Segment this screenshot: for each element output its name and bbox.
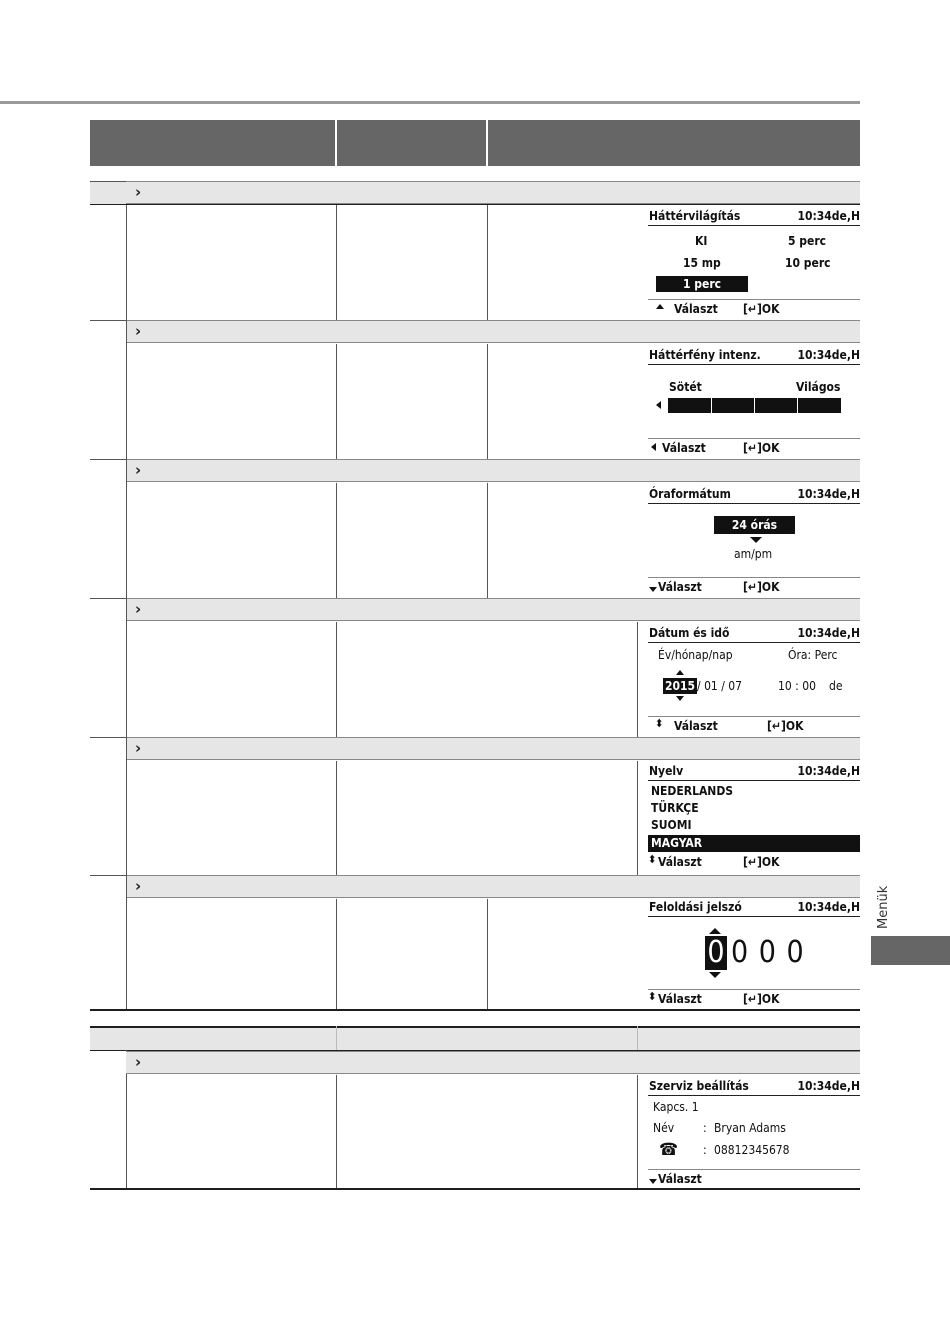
column-line bbox=[336, 761, 337, 875]
header-divider bbox=[335, 120, 337, 166]
contact-label: Kapcs. 1 bbox=[653, 1100, 699, 1114]
chevron-right-icon: › bbox=[135, 877, 142, 895]
date-field[interactable]: / 01 / 07 bbox=[697, 679, 743, 693]
name-label: Név bbox=[653, 1121, 675, 1135]
screen-footer bbox=[648, 716, 860, 734]
screen-service bbox=[648, 1078, 860, 1186]
row-header bbox=[126, 598, 860, 621]
column-line bbox=[336, 205, 337, 320]
screen-title-bar bbox=[648, 625, 860, 643]
option-item[interactable]: 5 perc bbox=[788, 234, 827, 248]
column-line bbox=[336, 344, 337, 459]
up-arrow-icon[interactable] bbox=[676, 670, 684, 675]
selected-option[interactable]: 24 órás bbox=[714, 516, 795, 534]
bright-label: Világos bbox=[796, 380, 841, 394]
ok-hint[interactable]: [↵]OK bbox=[743, 441, 780, 455]
screen-footer bbox=[648, 299, 860, 317]
option-item[interactable]: 15 mp bbox=[683, 256, 721, 270]
screen-title: Szerviz beállítás bbox=[649, 1079, 749, 1093]
screen-title: Háttérfény intenz. bbox=[649, 348, 761, 362]
ampm-field[interactable]: de bbox=[829, 679, 843, 693]
down-arrow-icon bbox=[649, 1179, 657, 1184]
colon: : bbox=[703, 1143, 707, 1157]
chevron-right-icon: › bbox=[135, 322, 142, 340]
side-tab bbox=[871, 936, 950, 965]
screen-footer bbox=[648, 989, 860, 1007]
chevron-right-icon: › bbox=[135, 461, 142, 479]
down-arrow-icon[interactable] bbox=[676, 696, 684, 701]
slider-segment-divider bbox=[797, 398, 798, 413]
screen-title: Nyelv bbox=[649, 764, 684, 778]
screen-title-bar bbox=[648, 486, 860, 504]
screen-clock: 10:34de,H bbox=[797, 209, 860, 223]
column-line bbox=[336, 1026, 337, 1050]
down-arrow-icon[interactable] bbox=[709, 972, 721, 978]
screen-clock: 10:34de,H bbox=[797, 1079, 860, 1093]
left-arrow-icon bbox=[651, 443, 656, 451]
screen-clock: 10:34de,H bbox=[797, 764, 860, 778]
screen-title-bar bbox=[648, 1078, 860, 1096]
top-rule bbox=[0, 101, 860, 104]
down-arrow-icon bbox=[649, 587, 657, 592]
section-bottom-rule bbox=[90, 1009, 860, 1011]
header-divider bbox=[486, 120, 488, 166]
ok-hint[interactable]: [↵]OK bbox=[743, 302, 780, 316]
screen-backlight bbox=[648, 208, 860, 318]
screen-title: Dátum és idő bbox=[649, 626, 730, 640]
time-field[interactable]: 10 : 00 bbox=[778, 679, 816, 693]
screen-title-bar bbox=[648, 347, 860, 365]
language-item[interactable]: TÜRKÇE bbox=[651, 801, 699, 815]
option-item[interactable]: 10 perc bbox=[785, 256, 831, 270]
up-arrow-icon bbox=[656, 304, 664, 309]
screen-title-bar bbox=[648, 899, 860, 917]
up-down-arrows-icon: ⬍ bbox=[648, 853, 657, 866]
screen-title: Háttérvilágítás bbox=[649, 209, 741, 223]
name-value: Bryan Adams bbox=[714, 1121, 786, 1135]
row-rule bbox=[90, 737, 126, 738]
screen-intensity bbox=[648, 347, 860, 457]
left-arrow-icon[interactable] bbox=[656, 401, 661, 409]
column-line bbox=[487, 344, 488, 459]
screen-footer bbox=[648, 1169, 860, 1187]
up-down-arrows-icon: ⬍ bbox=[655, 717, 664, 730]
row-rule bbox=[90, 875, 126, 876]
phone-value: 08812345678 bbox=[714, 1143, 790, 1157]
row-header bbox=[126, 737, 860, 760]
phone-icon: ☎ bbox=[659, 1140, 679, 1160]
down-arrow-icon bbox=[750, 537, 762, 543]
column-line bbox=[487, 205, 488, 320]
slider-segment-divider bbox=[754, 398, 755, 413]
select-hint: Választ bbox=[658, 855, 702, 869]
screen-datetime bbox=[648, 625, 860, 735]
column-line bbox=[126, 205, 127, 1010]
column-line bbox=[487, 483, 488, 598]
up-down-arrows-icon: ⬍ bbox=[648, 990, 657, 1003]
column-line bbox=[637, 1026, 638, 1050]
select-hint: Választ bbox=[662, 441, 706, 455]
chevron-right-icon: › bbox=[135, 739, 142, 757]
screen-clock-format bbox=[648, 486, 860, 596]
screen-title-bar bbox=[648, 208, 860, 226]
column-line bbox=[487, 899, 488, 1010]
screen-clock: 10:34de,H bbox=[797, 626, 860, 640]
ok-hint[interactable]: [↵]OK bbox=[743, 855, 780, 869]
group-header bbox=[90, 1026, 860, 1051]
row-rule bbox=[90, 459, 126, 460]
row-rule bbox=[90, 320, 126, 321]
select-hint: Választ bbox=[658, 992, 702, 1006]
colon: : bbox=[703, 1121, 707, 1135]
screen-password bbox=[648, 899, 860, 1009]
option-item[interactable]: KI bbox=[695, 234, 708, 248]
option-item[interactable]: am/pm bbox=[734, 547, 773, 561]
row-header bbox=[126, 320, 860, 343]
chevron-right-icon: › bbox=[135, 600, 142, 618]
column-line bbox=[336, 899, 337, 1010]
column-line bbox=[336, 1075, 337, 1189]
select-hint: Választ bbox=[674, 719, 718, 733]
chevron-right-icon: › bbox=[135, 1053, 142, 1071]
screen-clock: 10:34de,H bbox=[797, 487, 860, 501]
row-rule bbox=[90, 598, 126, 599]
column-line bbox=[637, 622, 638, 737]
slider-segment-divider bbox=[711, 398, 712, 413]
select-hint: Választ bbox=[674, 302, 718, 316]
screen-title: Óraformátum bbox=[649, 487, 731, 501]
select-hint: Választ bbox=[658, 1172, 702, 1186]
ok-hint[interactable]: [↵]OK bbox=[743, 580, 780, 594]
ok-hint[interactable]: [↵]OK bbox=[743, 992, 780, 1006]
select-hint: Választ bbox=[658, 580, 702, 594]
column-line bbox=[336, 483, 337, 598]
selected-option[interactable]: 1 perc bbox=[656, 276, 748, 292]
row-header bbox=[126, 459, 860, 482]
time-header: Óra: Perc bbox=[788, 648, 838, 662]
screen-footer bbox=[648, 577, 860, 595]
side-tab-label: Menük bbox=[876, 885, 891, 929]
screen-clock: 10:34de,H bbox=[797, 900, 860, 914]
screen-language bbox=[648, 763, 860, 873]
dark-label: Sötét bbox=[669, 380, 702, 394]
row-rule bbox=[90, 181, 126, 182]
selected-language[interactable]: MAGYAR bbox=[648, 835, 860, 852]
row-header bbox=[126, 1051, 860, 1074]
screen-clock: 10:34de,H bbox=[797, 348, 860, 362]
up-arrow-icon[interactable] bbox=[709, 928, 721, 934]
screen-title: Feloldási jelszó bbox=[649, 900, 742, 914]
screen-footer bbox=[648, 438, 860, 456]
column-line bbox=[637, 1075, 638, 1189]
screen-title-bar bbox=[648, 763, 860, 781]
year-field[interactable]: 2015 bbox=[665, 679, 696, 693]
screen-footer bbox=[648, 853, 860, 871]
row-header bbox=[126, 181, 860, 204]
column-line bbox=[637, 761, 638, 875]
section-bottom-rule bbox=[90, 1188, 860, 1190]
language-item[interactable]: NEDERLANDS bbox=[651, 784, 734, 798]
table-header bbox=[90, 120, 860, 166]
row-header bbox=[126, 875, 860, 898]
date-header: Év/hónap/nap bbox=[658, 648, 733, 662]
language-item[interactable]: SUOMI bbox=[651, 818, 692, 832]
password-digit-active[interactable]: 0 bbox=[705, 936, 727, 970]
chevron-right-icon: › bbox=[135, 183, 142, 201]
ok-hint[interactable]: [↵]OK bbox=[767, 719, 804, 733]
column-line bbox=[336, 622, 337, 737]
password-digits[interactable]: 0 0 0 bbox=[731, 935, 805, 970]
